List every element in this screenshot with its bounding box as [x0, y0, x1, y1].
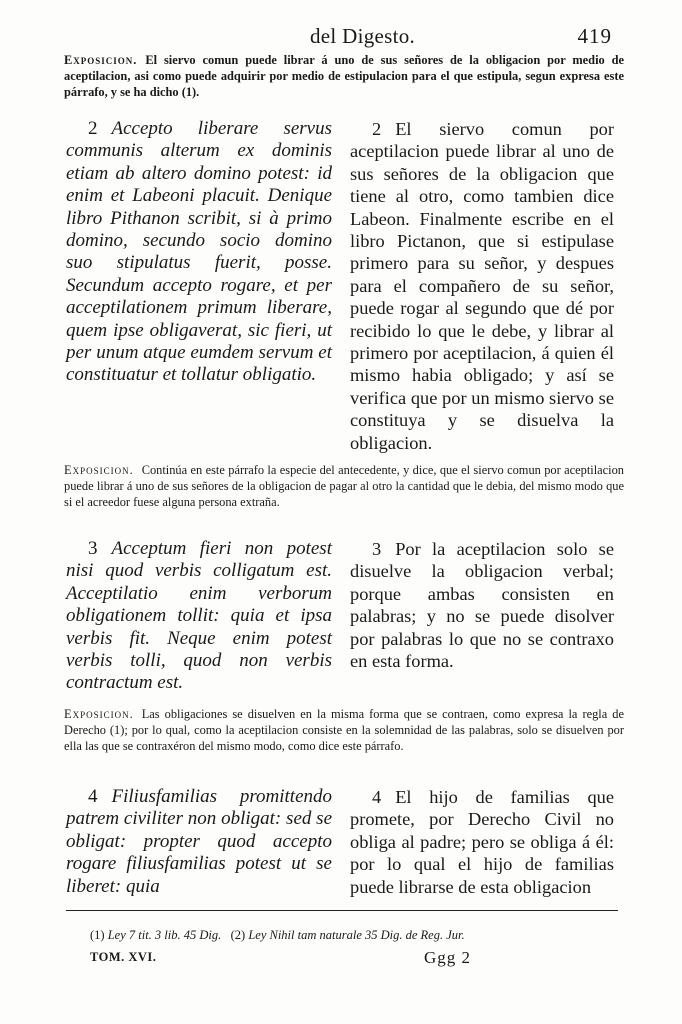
spanish-column — [350, 786, 614, 898]
paragraph-number: 2 — [372, 119, 382, 139]
spanish-text: El hijo de familias que promete, por Derecho Civil no obliga al padre; pero se obliga á él: por lo qual el hijo de familias puede librarse de esta obligacion — [350, 787, 614, 897]
latin-column — [66, 118, 332, 387]
latin-text: Acceptum fieri non potest nisi quod verbis colligatum est. Acceptilatio enim verborum obligationem tollit: quia et ipsa verbis fit. Neque enim potest verbis tolli, quod non verbis contractum est. — [66, 538, 332, 694]
latin-text: Accepto liberare servus communis alterum ex dominis etiam ab altero domino potest: id enim et Labeoni placuit. Denique libro Pithanon scribit, si à primo domino, secundo socio domino suo stipulatus fuerit, posse. Secundum accepto rogare, et per acceptilationem primum liberare, quem ipse obligaverat, sic fieri, ut per unum atque eumdem servum et constituatur et tollatur obligatio. — [66, 118, 332, 386]
paragraph-number: 2 — [88, 118, 98, 139]
footnote-1-reference: Ley 7 tit. 3 lib. 45 Dig. — [107, 928, 222, 942]
page-number: 419 — [577, 24, 612, 48]
exposition-block — [64, 462, 624, 510]
spanish-text: Por la aceptilacion solo se disuelve la obligacion verbal; porque ambas consisten en palabras; y no se puede disolver por palabras lo que no se contraxo en esta forma. — [350, 539, 614, 672]
footnotes — [90, 928, 465, 943]
paragraph-number: 4 — [372, 787, 382, 807]
volume-label: TOM. XVI. — [90, 950, 157, 964]
running-head: del Digesto. — [310, 24, 416, 48]
page-header — [0, 24, 682, 54]
footnote-divider — [66, 910, 618, 911]
signature-mark: Ggg 2 — [424, 948, 472, 967]
exposition-text: Continúa en este párrafo la especie del antecedente, y dice, que el siervo comun por aceptilacion puede librar á uno de sus señores de la obligacion de pagar al otro la cantidad que le debia, del mismo modo que si el acreedor fuese alguna persona extraña. — [64, 463, 624, 509]
exposition-block — [64, 706, 624, 754]
footnote-2-number: (2) — [230, 928, 246, 942]
latin-column — [66, 538, 332, 695]
paragraph-number: 3 — [372, 539, 382, 559]
spanish-column — [350, 538, 614, 672]
latin-column — [66, 786, 332, 898]
paragraph-number: 4 — [88, 786, 98, 807]
paragraph-number: 3 — [88, 538, 98, 559]
exposition-label: Exposicion. — [64, 707, 134, 721]
exposition-text: Las obligaciones se disuelven en la misma forma que se contraen, como expresa la regla de Derecho (1); por lo qual, como la aceptilacion consiste en la solemnidad de las palabras, solo se disuelven por ella las que se contraxéron del mismo modo, como dice este párrafo. — [64, 707, 624, 753]
spanish-column — [350, 118, 614, 454]
exposition-text: El siervo comun puede librar á uno de sus señores de la obligacion por medio de aceptilacion, asi como puede adquirir por medio de estipulacion para el que estipula, segun expresa este párrafo, y se ha dicho (1). — [64, 53, 624, 99]
exposition-label: Exposicion. — [64, 53, 138, 67]
footnote-2-reference: Ley Nihil tam naturale 35 Dig. de Reg. Jur. — [248, 928, 465, 942]
footnote-1-number: (1) — [90, 928, 105, 942]
exposition-label: Exposicion. — [64, 463, 134, 477]
latin-text: Filiusfamilias promittendo patrem civiliter non obligat: sed se obligat: propter quod accepto rogare filiusfamilias potest ut se liberet: quia — [66, 786, 332, 897]
exposition-block — [64, 52, 624, 100]
spanish-text: El siervo comun por aceptilacion puede librar al uno de sus señores de la obligacion que tiene al otro, como tambien dice Labeon. Finalmente escribe en el libro Pictanon, que si estipulase primero para su señor, y despues para el compañero de su señor, puede rogar al segundo que dé por recibido lo que le debe, y librar al primero por aceptilacion, á quien él mismo habia obligado; y así se verifica que por un mismo siervo se constituya y se disuelva la obligacion. — [350, 119, 614, 453]
